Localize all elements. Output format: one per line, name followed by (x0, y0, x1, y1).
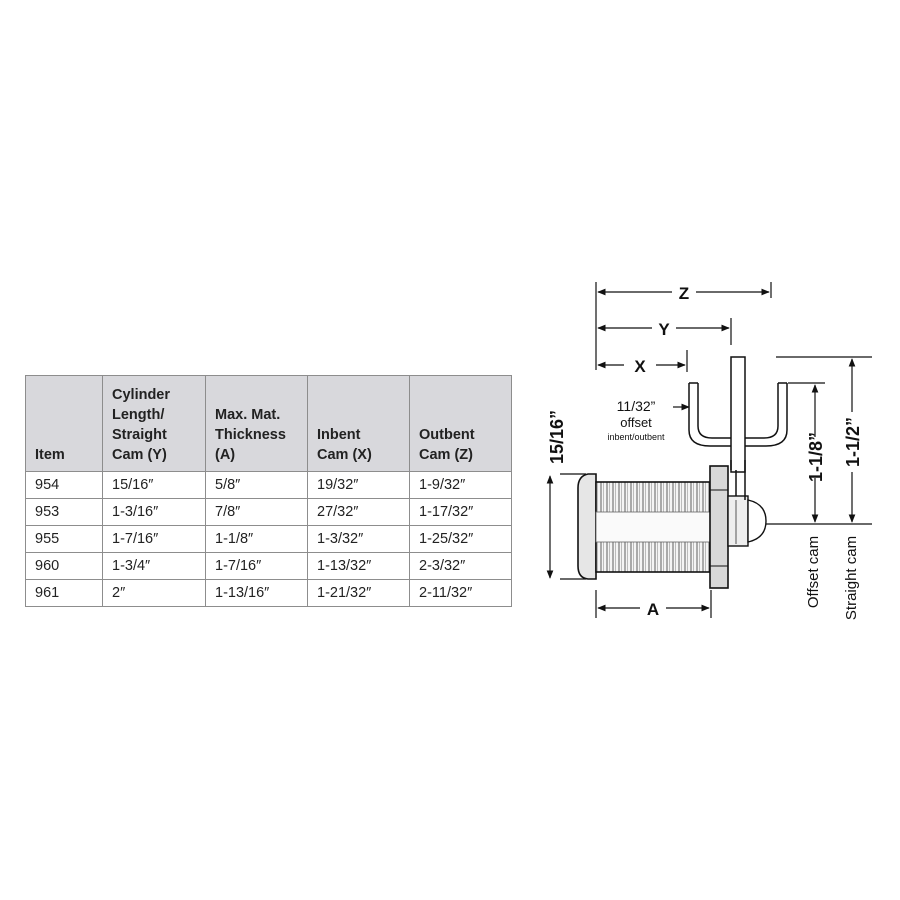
straight-cam (731, 357, 745, 472)
cell-cylinder-length: 15/16″ (103, 472, 206, 499)
cell-outbent-cam: 2-11/32″ (410, 580, 512, 607)
cell-inbent-cam: 1-3/32″ (308, 526, 410, 553)
cell-cylinder-length: 1-3/4″ (103, 553, 206, 580)
cell-cylinder-length: 2″ (103, 580, 206, 607)
label-dim-z: Z (678, 284, 690, 303)
cell-item: 954 (26, 472, 103, 499)
label-dim-a: A (646, 600, 660, 619)
cell-outbent-cam: 1-17/32″ (410, 499, 512, 526)
cam-lock-dimension-drawing (530, 270, 890, 630)
cam-lock-body (578, 466, 766, 588)
cell-max-thickness: 1-13/16″ (206, 580, 308, 607)
cell-max-thickness: 1-1/8″ (206, 526, 308, 553)
cell-item: 953 (26, 499, 103, 526)
cell-cylinder-length: 1-3/16″ (103, 499, 206, 526)
table-row (26, 526, 512, 553)
cell-max-thickness: 7/8″ (206, 499, 308, 526)
cam-profiles (689, 357, 787, 500)
cam-lock-spec-table (25, 375, 512, 607)
cell-outbent-cam: 1-25/32″ (410, 526, 512, 553)
label-offset-cam: Offset cam (805, 535, 822, 609)
label-straight-cam: Straight cam (843, 535, 860, 621)
header-item: Item (26, 376, 103, 472)
label-dim-height: 15/16” (547, 409, 567, 465)
table-row (26, 499, 512, 526)
spindle (728, 496, 748, 546)
inbent-cam (689, 383, 731, 446)
cell-item: 960 (26, 553, 103, 580)
cell-cylinder-length: 1-7/16″ (103, 526, 206, 553)
header-max-thickness: Max. Mat. Thickness (A) (206, 376, 308, 472)
table-row (26, 472, 512, 499)
lock-face-flange (578, 474, 596, 579)
cell-max-thickness: 5/8″ (206, 472, 308, 499)
header-outbent-cam: Outbent Cam (Z) (410, 376, 512, 472)
cell-inbent-cam: 1-13/32″ (308, 553, 410, 580)
table-row (26, 553, 512, 580)
table-header-row (26, 376, 512, 472)
label-dim-straight-cam: 1-1/2” (843, 416, 863, 468)
label-offset-value: 11/32” (616, 398, 656, 414)
cell-inbent-cam: 27/32″ (308, 499, 410, 526)
label-offset-word: offset (620, 415, 652, 430)
lock-nut (710, 466, 728, 588)
outbent-cam (745, 383, 787, 446)
cell-outbent-cam: 2-3/32″ (410, 553, 512, 580)
header-cylinder-length: Cylinder Length/ Straight Cam (Y) (103, 376, 206, 472)
label-dim-offset-cam: 1-1/8” (806, 431, 826, 483)
label-offset-note: inbent/outbent (607, 432, 665, 442)
header-inbent-cam: Inbent Cam (X) (308, 376, 410, 472)
cell-item: 955 (26, 526, 103, 553)
cell-max-thickness: 1-7/16″ (206, 553, 308, 580)
table-row (26, 580, 512, 607)
cell-item: 961 (26, 580, 103, 607)
label-dim-y: Y (658, 320, 670, 339)
cell-outbent-cam: 1-9/32″ (410, 472, 512, 499)
cell-inbent-cam: 19/32″ (308, 472, 410, 499)
label-dim-x: X (634, 357, 646, 376)
cell-inbent-cam: 1-21/32″ (308, 580, 410, 607)
